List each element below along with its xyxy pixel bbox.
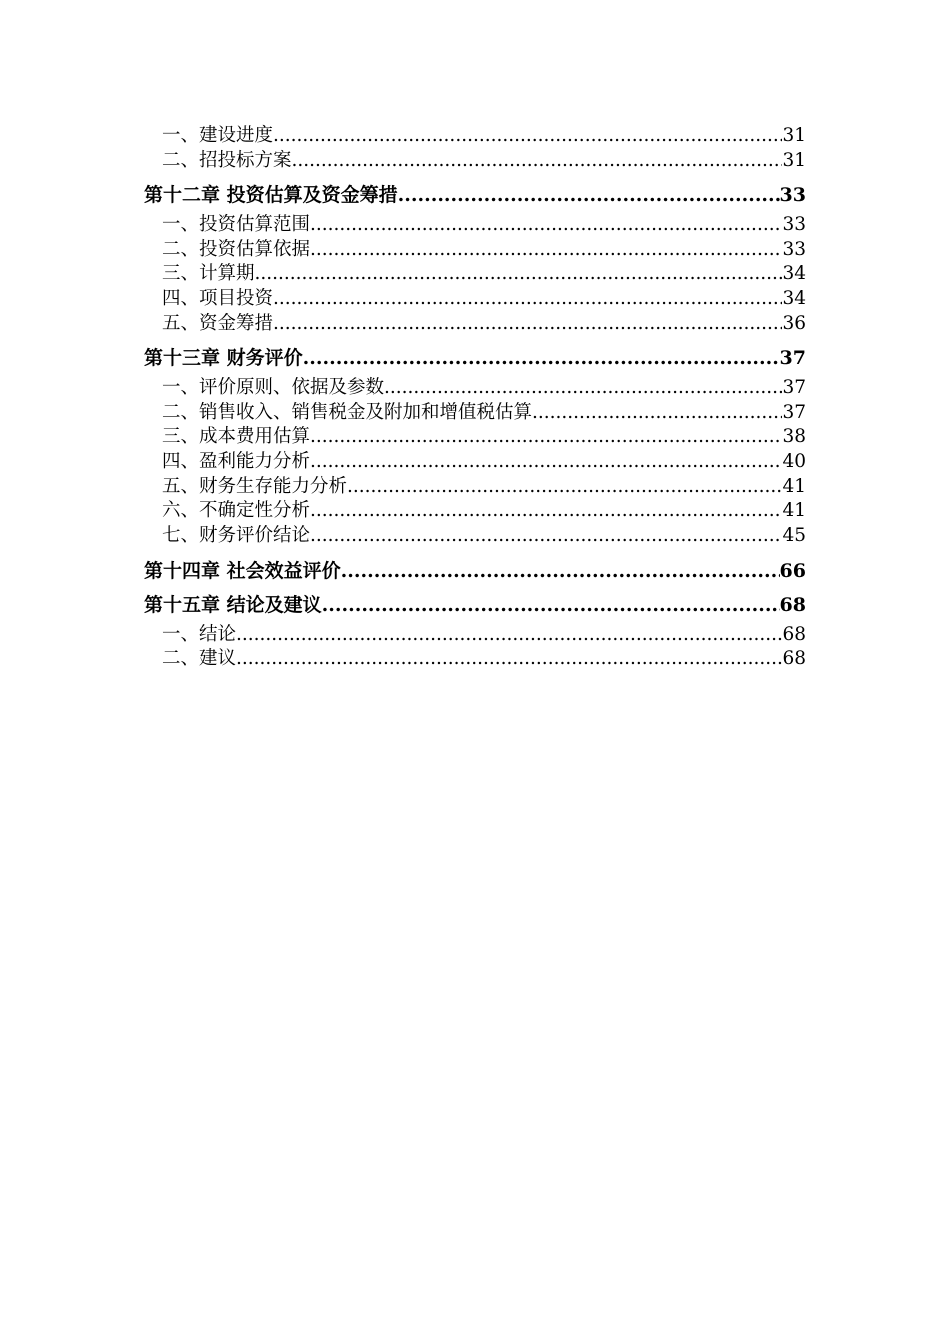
dot-leader xyxy=(292,149,783,174)
toc-entry-page: 45 xyxy=(782,524,806,546)
toc-chapter-page: 37 xyxy=(779,347,806,370)
dot-leader xyxy=(310,524,782,549)
toc-entry[interactable] xyxy=(144,425,806,450)
toc-entry[interactable] xyxy=(144,524,806,549)
toc-entry-label: 三、计算期 xyxy=(162,263,255,285)
toc-chapter-label: 第十四章 社会效益评价 xyxy=(144,559,341,582)
toc-entry[interactable] xyxy=(144,124,806,149)
dot-leader xyxy=(236,623,782,648)
toc-chapter-label: 第十五章 结论及建议 xyxy=(144,594,322,617)
toc-entry[interactable] xyxy=(144,401,806,426)
dot-leader xyxy=(273,124,782,149)
toc-chapter-page: 33 xyxy=(779,184,806,207)
dot-leader xyxy=(310,425,782,450)
toc-entry-page: 33 xyxy=(782,213,806,235)
dot-leader xyxy=(310,238,782,263)
dot-leader xyxy=(384,376,782,401)
toc-entry-label: 五、资金筹措 xyxy=(162,312,274,334)
toc-entry-page: 40 xyxy=(782,450,806,472)
toc-entry[interactable] xyxy=(144,475,806,500)
toc-entry-page: 37 xyxy=(782,401,806,423)
toc-entry-page: 34 xyxy=(782,263,806,285)
dot-leader xyxy=(310,450,782,475)
toc-entry-page: 34 xyxy=(782,287,806,309)
dot-leader xyxy=(341,554,780,589)
dot-leader xyxy=(310,213,782,238)
toc-entry-page: 31 xyxy=(782,149,806,171)
toc-entry-label: 七、财务评价结论 xyxy=(162,524,311,546)
toc-entry-page: 33 xyxy=(782,238,806,260)
dot-leader xyxy=(398,178,780,213)
toc-chapter-entry[interactable] xyxy=(144,178,806,213)
toc-entry[interactable] xyxy=(144,238,806,263)
toc-entry[interactable] xyxy=(144,376,806,401)
toc-entry-label: 三、成本费用估算 xyxy=(162,426,311,448)
dot-leader xyxy=(255,262,783,287)
toc-entry-label: 五、财务生存能力分析 xyxy=(162,475,348,497)
dot-leader xyxy=(347,475,782,500)
toc-entry-page: 41 xyxy=(782,500,806,522)
toc-entry-label: 六、不确定性分析 xyxy=(162,500,311,522)
toc-chapter-entry[interactable] xyxy=(144,588,806,623)
toc-entry-page: 68 xyxy=(782,623,806,645)
toc-entry[interactable] xyxy=(144,287,806,312)
dot-leader xyxy=(310,499,782,524)
toc-entry[interactable] xyxy=(144,499,806,524)
toc-chapter-label: 第十二章 投资估算及资金筹措 xyxy=(144,184,398,207)
toc-entry[interactable] xyxy=(144,149,806,174)
table-of-contents xyxy=(144,124,806,672)
dot-leader xyxy=(303,341,780,376)
dot-leader xyxy=(236,647,782,672)
toc-entry-page: 41 xyxy=(782,475,806,497)
toc-entry-page: 37 xyxy=(782,376,806,398)
dot-leader xyxy=(322,588,780,623)
toc-chapter-page: 66 xyxy=(779,559,806,582)
dot-leader xyxy=(273,287,782,312)
toc-entry-label: 一、建设进度 xyxy=(162,125,274,146)
toc-chapter-entry[interactable] xyxy=(144,341,806,376)
toc-entry-page: 31 xyxy=(782,125,806,146)
toc-chapter-label: 第十三章 财务评价 xyxy=(144,347,303,370)
toc-entry-label: 一、评价原则、依据及参数 xyxy=(162,376,385,398)
toc-chapter-entry[interactable] xyxy=(144,554,806,589)
toc-entry-label: 二、建议 xyxy=(162,648,237,670)
toc-entry-label: 一、投资估算范围 xyxy=(162,213,311,235)
toc-entry-page: 38 xyxy=(782,426,806,448)
dot-leader xyxy=(273,312,782,337)
toc-entry[interactable] xyxy=(144,213,806,238)
toc-entry[interactable] xyxy=(144,647,806,672)
toc-entry-label: 二、销售收入、销售税金及附加和增值税估算 xyxy=(162,401,533,423)
toc-entry[interactable] xyxy=(144,262,806,287)
toc-chapter-page: 68 xyxy=(779,594,806,617)
toc-entry[interactable] xyxy=(144,312,806,337)
toc-entry-label: 二、招投标方案 xyxy=(162,149,292,171)
toc-entry-page: 68 xyxy=(782,648,806,670)
toc-entry-label: 四、项目投资 xyxy=(162,287,274,309)
toc-entry[interactable] xyxy=(144,450,806,475)
toc-entry-label: 二、投资估算依据 xyxy=(162,238,311,260)
toc-entry-page: 36 xyxy=(782,312,806,334)
toc-entry[interactable] xyxy=(144,623,806,648)
dot-leader xyxy=(532,401,782,426)
toc-entry-label: 四、盈利能力分析 xyxy=(162,450,311,472)
toc-entry-label: 一、结论 xyxy=(162,623,237,645)
